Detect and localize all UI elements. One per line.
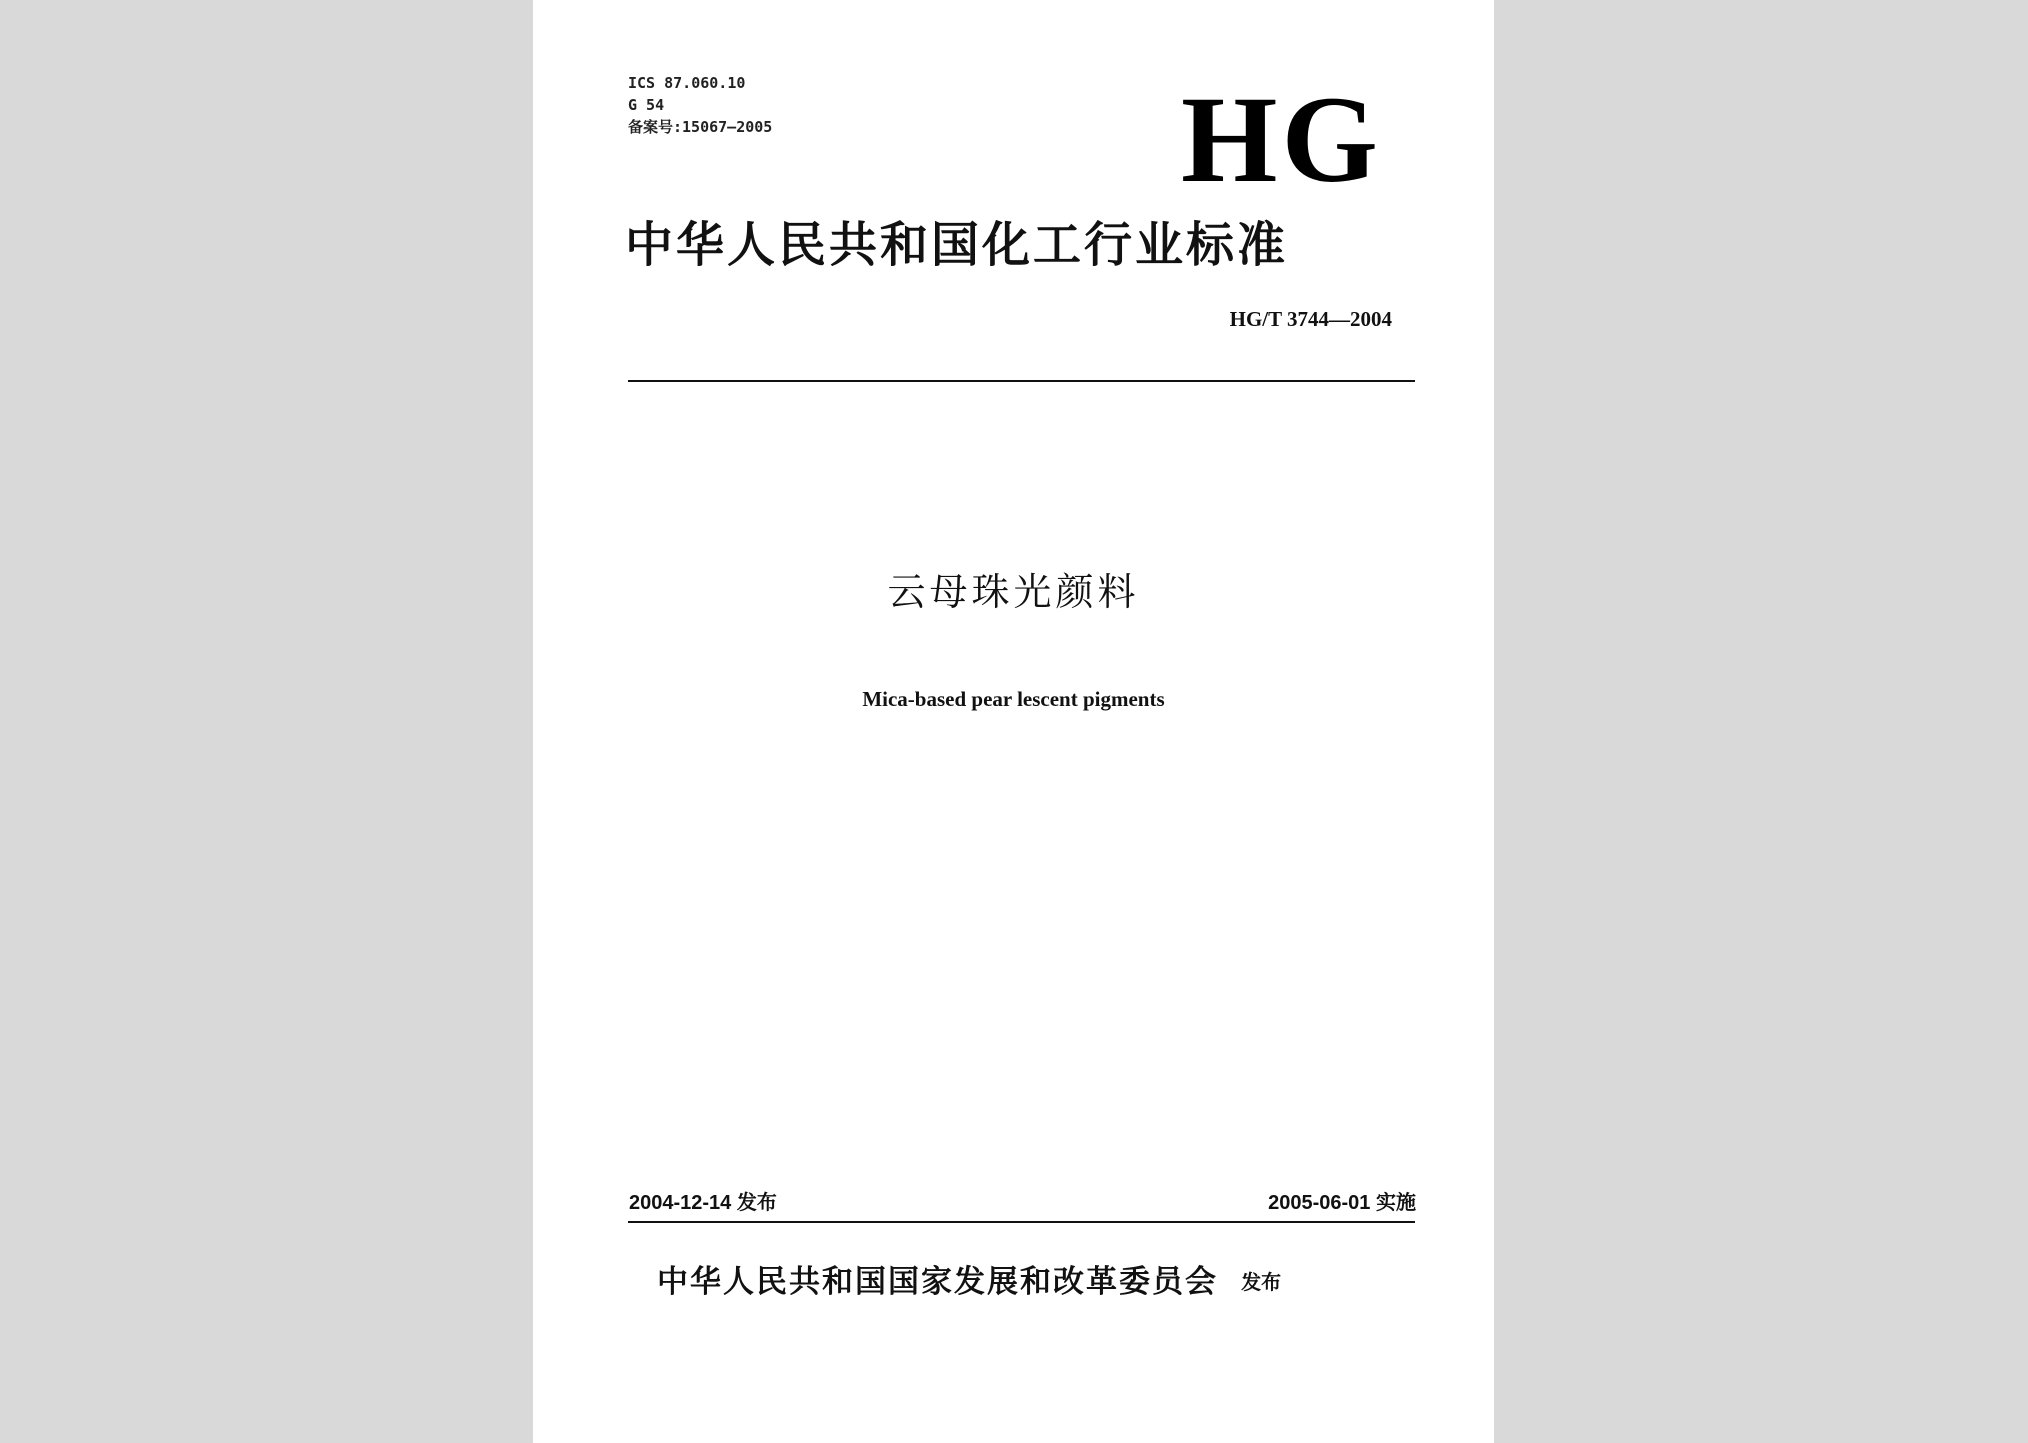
ccs-code: G 54 (628, 96, 665, 114)
implementation-date: 2005-06-01 实施 (1268, 1192, 1416, 1214)
hg-logo: HG (1181, 71, 1382, 208)
issuer-suffix: 发布 (1241, 1270, 1282, 1294)
issuer-name: 中华人民共和国国家发展和改革委员会 (657, 1264, 1218, 1300)
issue-date: 2004-12-14 发布 (629, 1192, 777, 1214)
footer-divider (628, 1221, 1415, 1223)
document-title-english: Mica-based pear lescent pigments (862, 687, 1165, 711)
standard-class-title: 中华人民共和国化工行业标准 (625, 217, 1289, 273)
standard-number: HG/T 3744—2004 (1229, 307, 1392, 331)
filing-number: 备案号:15067—2005 (628, 118, 773, 136)
classification-codes (628, 72, 772, 138)
ics-code: ICS 87.060.10 (628, 74, 746, 92)
header-divider (628, 380, 1415, 382)
document-title-chinese: 云母珠光颜料 (887, 570, 1140, 614)
document-page (533, 0, 1494, 1443)
issuer-line (657, 1260, 1281, 1304)
